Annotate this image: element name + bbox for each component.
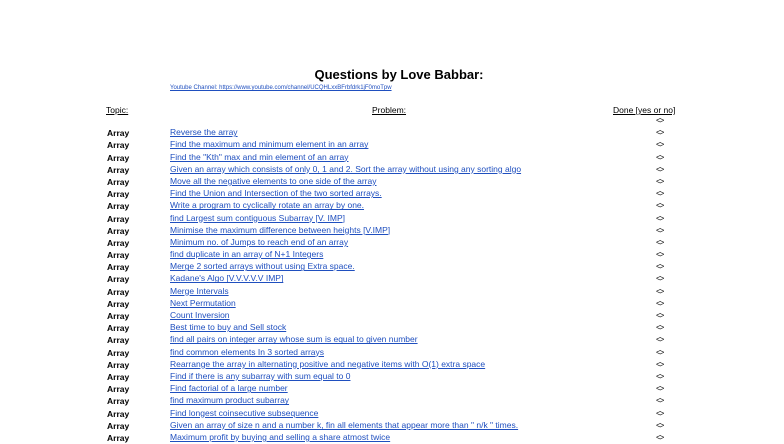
topic-cell: Array: [107, 311, 130, 321]
problem-link[interactable]: Write a program to cyclically rotate an array by one.: [170, 200, 365, 211]
problem-link[interactable]: Best time to buy and Sell stock: [170, 322, 287, 333]
table-row: [0, 359, 784, 371]
done-cell[interactable]: <>: [656, 286, 664, 296]
table-row: [0, 286, 784, 298]
table-row: [0, 298, 784, 310]
problem-link[interactable]: find common elements In 3 sorted arrays: [170, 346, 325, 357]
header-topic: Topic:: [106, 105, 129, 115]
table-row: [0, 164, 784, 176]
problem-link[interactable]: Find the maximum and minimum element in an array: [170, 139, 369, 150]
done-cell[interactable]: <>: [656, 420, 664, 430]
header-done: Done [yes or no]: [613, 105, 676, 115]
topic-cell: Array: [107, 298, 130, 309]
topic-cell: Array: [107, 286, 130, 297]
topic-cell: Array: [107, 432, 130, 443]
table-row: [0, 127, 784, 139]
problem-link[interactable]: Reverse the array: [170, 127, 238, 138]
problem-link[interactable]: Maximum profit by buying and selling a share atmost twice: [170, 431, 391, 442]
done-cell[interactable]: <>: [656, 359, 664, 369]
problem-link[interactable]: find maximum product subarray: [170, 395, 290, 406]
table-row: [0, 395, 784, 407]
problem-link[interactable]: Kadane's Algo [V.V.V.V.V IMP]: [170, 273, 284, 284]
topic-cell: Array: [107, 323, 130, 334]
done-cell[interactable]: <>: [656, 250, 664, 260]
problem-link[interactable]: Find factorial of a large number: [170, 383, 288, 394]
topic-cell: Array: [107, 128, 130, 139]
topic-cell: Array: [107, 274, 130, 285]
table-row: [0, 225, 784, 237]
topic-cell: Array: [107, 201, 130, 212]
table-row: [0, 188, 784, 200]
done-cell[interactable]: <>: [656, 201, 664, 211]
done-cell[interactable]: <>: [656, 128, 664, 138]
problem-link[interactable]: Move all the negative elements to one side of the array: [170, 175, 377, 186]
table-row: [0, 152, 784, 164]
table-row: [0, 371, 784, 383]
topic-cell: Array: [107, 189, 130, 200]
done-cell[interactable]: <>: [656, 384, 664, 394]
topic-cell: Array: [107, 176, 130, 187]
done-cell[interactable]: <>: [656, 176, 664, 186]
done-cell[interactable]: <>: [656, 323, 664, 333]
topic-cell: Array: [107, 262, 130, 273]
done-cell[interactable]: <>: [656, 116, 664, 125]
done-cell[interactable]: <>: [656, 152, 664, 162]
problem-link[interactable]: Minimum no. of Jumps to reach end of an array: [170, 236, 349, 247]
topic-cell: Array: [107, 164, 130, 175]
topic-cell: Array: [107, 225, 130, 236]
topic-cell: Array: [107, 396, 130, 407]
done-cell[interactable]: <>: [656, 371, 664, 381]
topic-cell: Array: [107, 347, 130, 358]
done-cell[interactable]: <>: [656, 237, 664, 247]
topic-cell: Array: [107, 140, 130, 151]
topic-cell: Array: [107, 250, 130, 261]
questions-table: [0, 115, 784, 444]
table-row: [0, 200, 784, 212]
topic-cell: Array: [107, 152, 130, 163]
header-problem: Problem:: [372, 105, 407, 115]
table-row: [0, 420, 784, 432]
problem-link[interactable]: Find the "Kth" max and min element of an array: [170, 151, 349, 162]
topic-cell: Array: [107, 359, 130, 370]
problem-link[interactable]: Given an array which consists of only 0, 1 and 2. Sort the array without using any sorting algo: [170, 163, 522, 174]
table-row: [0, 249, 784, 261]
table-row: [0, 322, 784, 334]
done-cell[interactable]: <>: [656, 347, 664, 357]
done-cell[interactable]: <>: [656, 189, 664, 199]
page-title: Questions by Love Babbar:: [314, 67, 484, 82]
table-row: [0, 432, 784, 444]
table-row: [0, 334, 784, 346]
problem-link[interactable]: Find longest coinsecutive subsequence: [170, 407, 319, 418]
done-cell[interactable]: <>: [656, 432, 664, 442]
table-row: [0, 176, 784, 188]
done-cell[interactable]: <>: [656, 164, 664, 174]
done-cell[interactable]: <>: [656, 311, 664, 320]
table-row: [0, 310, 784, 322]
problem-link[interactable]: find all pairs on integer array whose sum is equal to given number: [170, 334, 418, 345]
table-row: [0, 139, 784, 151]
topic-cell: Array: [107, 371, 130, 382]
table-row: [0, 383, 784, 395]
done-cell[interactable]: <>: [656, 274, 664, 284]
topic-cell: Array: [107, 213, 130, 224]
table-row: [0, 261, 784, 273]
problem-link[interactable]: Rearrange the array in alternating positive and negative items with O(1) extra space: [170, 358, 486, 369]
problem-link[interactable]: Minimise the maximum difference between heights [V.IMP]: [170, 224, 391, 235]
table-row: [0, 213, 784, 225]
topic-cell: Array: [107, 420, 130, 431]
problem-link[interactable]: find duplicate in an array of N+1 Integers: [170, 249, 324, 260]
topic-cell: Array: [107, 335, 130, 346]
done-cell[interactable]: <>: [656, 140, 664, 150]
done-cell[interactable]: <>: [656, 396, 664, 406]
topic-cell: Array: [107, 384, 130, 395]
done-cell[interactable]: <>: [656, 408, 664, 418]
done-cell[interactable]: <>: [656, 262, 664, 272]
topic-cell: Array: [107, 408, 130, 419]
done-cell[interactable]: <>: [656, 335, 664, 345]
problem-link[interactable]: Merge Intervals: [170, 285, 229, 296]
table-row: [0, 237, 784, 249]
problem-link[interactable]: Merge 2 sorted arrays without using Extra space.: [170, 261, 355, 272]
table-row: [0, 347, 784, 359]
done-cell[interactable]: <>: [656, 213, 664, 223]
table-row: [0, 273, 784, 285]
problem-link[interactable]: Next Permutation: [170, 297, 236, 308]
table-row: [0, 115, 784, 127]
done-cell[interactable]: <>: [656, 225, 664, 235]
problem-link[interactable]: Given an array of size n and a number k, fin all elements that appear more than " n/k " times.: [170, 419, 519, 430]
topic-cell: Array: [107, 237, 130, 248]
problem-link[interactable]: Find the Union and Intersection of the two sorted arrays.: [170, 188, 382, 199]
problem-link[interactable]: Count Inversion: [170, 310, 230, 320]
problem-link[interactable]: find Largest sum contiguous Subarray [V. IMP]: [170, 212, 345, 223]
done-cell[interactable]: <>: [656, 298, 664, 308]
table-row: [0, 408, 784, 420]
youtube-channel-link[interactable]: Youtube Channel: https://www.youtube.com/channel/UCQHLxxBFrbfdrk1jF0moTpw: [170, 85, 392, 91]
problem-link[interactable]: Find if there is any subarray with sum equal to 0: [170, 370, 351, 381]
